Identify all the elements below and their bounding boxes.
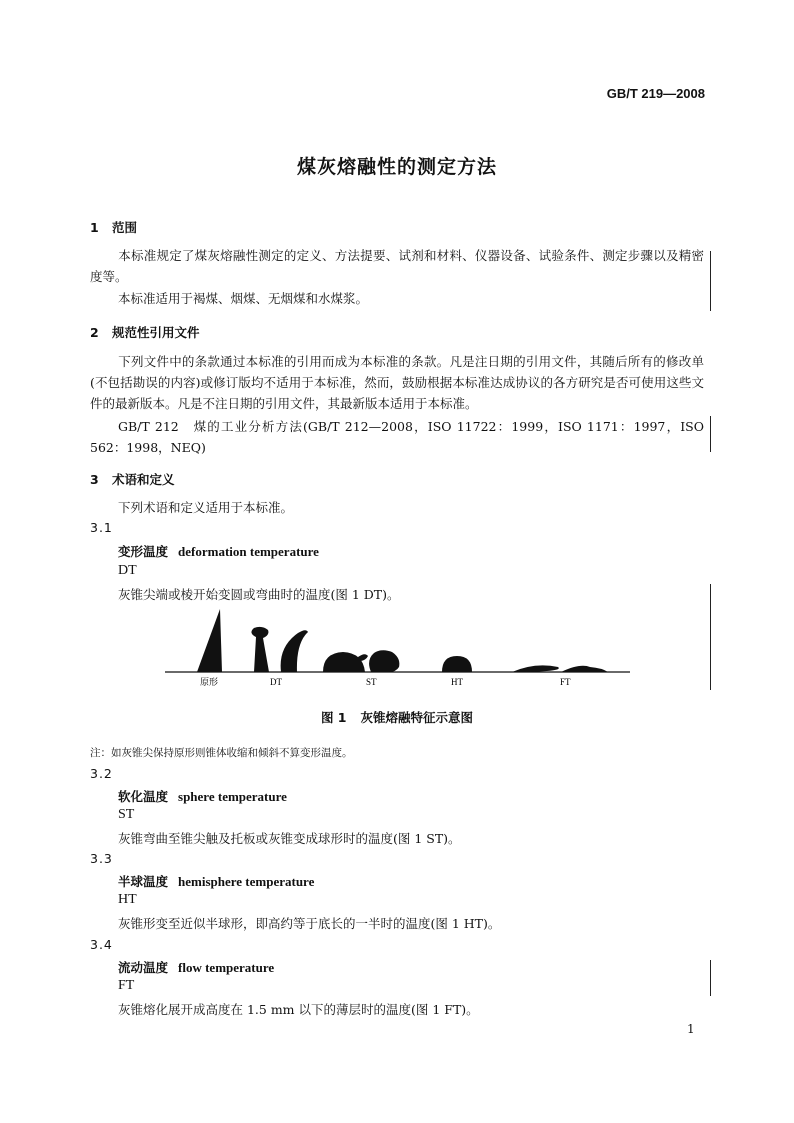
section-title: 范围: [112, 220, 138, 235]
term-en: hemisphere temperature: [178, 874, 315, 889]
term-zh: 半球温度: [118, 874, 169, 889]
figure-caption: [0, 708, 794, 726]
section-number: 1: [90, 220, 99, 235]
dt-cone-shape-2: [281, 630, 308, 672]
change-bar: [710, 584, 711, 690]
figure-label-ft: FT: [560, 677, 571, 687]
section-2-heading: [90, 323, 200, 341]
section-1-paragraph-2: [90, 288, 704, 309]
change-bar: [710, 251, 711, 311]
paragraph-text: 本标准规定了煤灰熔融性测定的定义、方法提要、试剂和材料、仪器设备、试验条件、测定步骤以及精密度等。: [90, 248, 704, 284]
section-2-paragraph-1: [90, 351, 704, 414]
term-number: 3.2: [90, 766, 113, 781]
term-heading: [118, 958, 274, 976]
figure-caption-number: 图 1: [320, 710, 347, 725]
term-zh: 流动温度: [118, 960, 169, 975]
term-heading: [118, 542, 319, 560]
ash-cone-figure: [160, 605, 634, 690]
term-en: sphere temperature: [178, 789, 287, 804]
paragraph-text: 下列文件中的条款通过本标准的引用而成为本标准的条款。凡是注日期的引用文件，其随后所有的修改单(不包括勘误的内容)或修订版均不适用于本标准，然而，鼓励根据本标准达成协议的各方研究是否可使用这些文件的最新版本。凡是不注日期的引用文件，其最新版本适用于本标准。: [90, 354, 704, 411]
original-cone-shape: [197, 609, 222, 672]
term-definition: 灰锥尖端或棱开始变圆或弯曲时的温度(图 1 DT)。: [118, 587, 400, 602]
paragraph-text: GB/T 212 煤的工业分析方法(GB/T 212—2008，ISO 11722：1999，ISO 1171：1997，ISO 562：1998，NEQ): [90, 419, 704, 455]
term-abbreviation: ST: [118, 807, 135, 822]
figure-label-original: 原形: [200, 677, 219, 687]
section-3-paragraph-1: [90, 497, 704, 518]
ht-shape: [442, 656, 472, 672]
ft-shape-1: [512, 665, 559, 672]
paragraph-text: 本标准适用于褐煤、烟煤、无烟煤和水煤浆。: [118, 291, 369, 306]
st-shape-1: [323, 652, 368, 672]
ft-shape-2: [561, 666, 608, 672]
term-definition: 灰锥熔化展开成高度在 1.5 mm 以下的薄层时的温度(图 1 FT)。: [118, 1002, 479, 1017]
term-number: 3.4: [90, 937, 113, 952]
term-number: 3.3: [90, 851, 113, 866]
term-abbreviation: DT: [118, 563, 137, 578]
dt-cone-shape-1: [251, 627, 269, 672]
term-heading: [118, 872, 314, 890]
st-shape-2: [369, 650, 399, 672]
section-title: 术语和定义: [112, 472, 175, 487]
section-number: 3: [90, 472, 99, 487]
term-zh: 软化温度: [118, 789, 169, 804]
section-1-paragraph-1: [90, 245, 704, 287]
figure-label-st: ST: [366, 677, 377, 687]
term-abbreviation: FT: [118, 978, 135, 993]
section-2-paragraph-2: [90, 416, 704, 458]
term-en: deformation temperature: [178, 544, 319, 559]
term-definition: 灰锥弯曲至锥尖触及托板或灰锥变成球形时的温度(图 1 ST)。: [118, 831, 461, 846]
section-number: 2: [90, 325, 99, 340]
figure-note: 注：如灰锥尖保持原形则锥体收缩和倾斜不算变形温度。: [90, 747, 353, 759]
paragraph-text: 下列术语和定义适用于本标准。: [118, 500, 294, 515]
figure-caption-text: 灰锥熔融特征示意图: [360, 710, 474, 725]
standard-number: GB/T 219—2008: [606, 86, 705, 101]
term-en: flow temperature: [178, 960, 275, 975]
term-zh: 变形温度: [118, 544, 169, 559]
term-definition: 灰锥形变至近似半球形，即高约等于底长的一半时的温度(图 1 HT)。: [118, 916, 501, 931]
page-number: 1: [687, 1022, 695, 1036]
term-heading: [118, 787, 287, 805]
figure-label-ht: HT: [451, 677, 463, 687]
figure-label-dt: DT: [270, 677, 282, 687]
term-abbreviation: HT: [118, 892, 137, 907]
page-title: 煤灰熔融性的测定方法: [296, 156, 497, 178]
section-title: 规范性引用文件: [112, 325, 200, 340]
term-number: 3.1: [90, 520, 113, 535]
section-3-heading: [90, 470, 175, 488]
section-1-heading: [90, 218, 137, 236]
change-bar: [710, 960, 711, 996]
change-bar: [710, 416, 711, 452]
